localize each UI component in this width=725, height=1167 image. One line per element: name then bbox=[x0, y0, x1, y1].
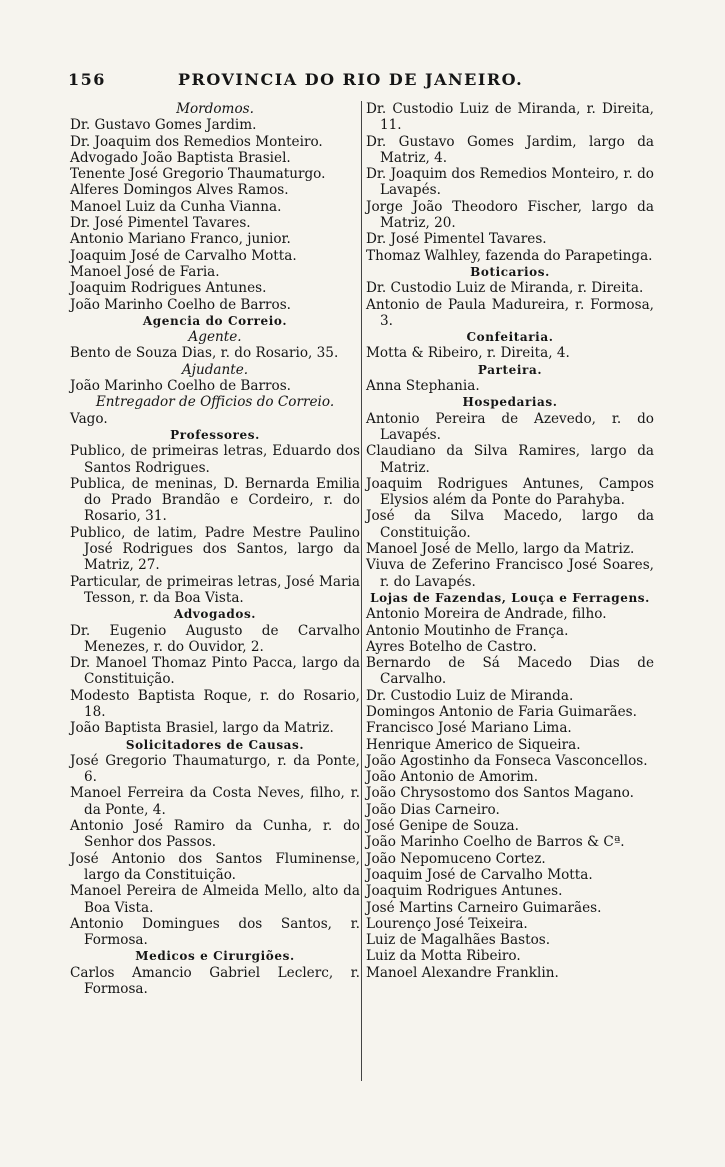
directory-entry: Joaquim Rodrigues Antunes, Campos Elysios além da Ponte do Parahyba. bbox=[366, 475, 654, 509]
directory-entry: Dr. Manoel Thomaz Pinto Pacca, largo da Constituição. bbox=[70, 655, 360, 688]
directory-entry: João Marinho Coelho de Barros. bbox=[70, 378, 292, 395]
directory-entry: Modesto Baptista Roque, r. do Rosario, 18. bbox=[70, 687, 360, 720]
section-heading: Boticarios. bbox=[470, 264, 550, 279]
section-heading: Professores. bbox=[170, 427, 260, 442]
running-title: PROVINCIA DO RIO DE JANEIRO. bbox=[178, 70, 524, 89]
section-subheading: Ajudante. bbox=[181, 361, 249, 378]
directory-entry: José Gregorio Thaumaturgo, r. da Ponte, 6. bbox=[70, 752, 360, 786]
directory-entry: Francisco José Mariano Lima. bbox=[366, 720, 572, 737]
directory-entry: João Baptista Brasiel, largo da Matriz. bbox=[70, 720, 334, 737]
directory-entry: João Agostinho da Fonseca Vasconcellos. bbox=[366, 752, 648, 769]
section-subheading: Mordomos. bbox=[176, 101, 254, 117]
directory-entry: Manoel Luiz da Cunha Vianna. bbox=[70, 198, 282, 215]
directory-entry: José Martins Carneiro Guimarães. bbox=[366, 899, 602, 916]
page-header bbox=[68, 70, 658, 92]
directory-entry: João Dias Carneiro. bbox=[366, 801, 500, 818]
directory-entry: Jorge João Theodoro Fischer, largo da Matriz, 20. bbox=[366, 198, 654, 232]
section-heading: Advogados. bbox=[173, 607, 257, 622]
directory-entry: Manoel Ferreira da Costa Neves, filho, r. da Ponte, 4. bbox=[70, 785, 360, 818]
directory-entry: Publica, de meninas, D. Bernarda Emilia do Prado Brandão e Cordeiro, r. do Rosario, 31. bbox=[70, 475, 360, 525]
directory-entry: Manoel José de Faria. bbox=[70, 263, 220, 280]
directory-entry: Manoel Alexandre Franklin. bbox=[366, 964, 559, 981]
directory-entry: José Genipe de Souza. bbox=[366, 818, 519, 835]
directory-entry: Domingos Antonio de Faria Guimarães. bbox=[366, 703, 637, 720]
page-number: 156 bbox=[68, 70, 106, 89]
directory-entry: Alferes Domingos Alves Ramos. bbox=[70, 182, 289, 199]
directory-entry: Anna Stephania. bbox=[366, 378, 480, 395]
directory-entry: Joaquim Rodrigues Antunes. bbox=[70, 280, 267, 297]
section-heading: Medicos e Cirurgiões. bbox=[135, 949, 295, 964]
directory-entry: Dr. Gustavo Gomes Jardim. bbox=[70, 117, 257, 134]
directory-entry: Motta & Ribeiro, r. Direita, 4. bbox=[366, 345, 570, 362]
directory-entry: Antonio de Paula Madureira, r. Formosa, 3. bbox=[366, 296, 654, 329]
directory-entry: Claudiano da Silva Ramires, largo da Matriz. bbox=[366, 443, 654, 476]
section-subheading: Agente. bbox=[188, 329, 242, 346]
directory-entry: Advogado João Baptista Brasiel. bbox=[70, 149, 291, 166]
directory-entry: Antonio Pereira de Azevedo, r. do Lavapés. bbox=[366, 410, 654, 443]
directory-entry: Henrique Americo de Siqueira. bbox=[366, 736, 581, 753]
directory-entry: Luiz de Magalhães Bastos. bbox=[366, 932, 551, 949]
directory-entry: Antonio Mariano Franco, junior. bbox=[70, 231, 291, 248]
directory-entry: Bernardo de Sá Macedo Dias de Carvalho. bbox=[366, 655, 654, 688]
directory-entry: Tenente José Gregorio Thaumaturgo. bbox=[70, 166, 326, 183]
directory-entry: Dr. Joaquim dos Remedios Monteiro. bbox=[70, 133, 323, 150]
left-column bbox=[70, 101, 360, 997]
directory-entry: Vago. bbox=[70, 410, 108, 427]
directory-entry: Thomaz Walhley, fazenda do Parapetinga. bbox=[366, 247, 653, 264]
directory-entry: João Nepomuceno Cortez. bbox=[366, 850, 546, 867]
directory-entry: Dr. José Pimentel Tavares. bbox=[366, 231, 547, 248]
directory-entry: Viuva de Zeferino Francisco José Soares, r. do Lavapés. bbox=[366, 557, 654, 590]
directory-entry: Luiz da Motta Ribeiro. bbox=[366, 948, 521, 965]
section-subheading: Entregador de Officios do Correio. bbox=[95, 394, 335, 411]
directory-entry: Bento de Souza Dias, r. do Rosario, 35. bbox=[70, 345, 339, 362]
section-heading: Solicitadores de Causas. bbox=[125, 737, 305, 752]
directory-entry: Ayres Botelho de Castro. bbox=[366, 638, 537, 655]
directory-entry: João Marinho Coelho de Barros. bbox=[70, 296, 292, 313]
directory-entry: Carlos Amancio Gabriel Leclerc, r. Formosa. bbox=[70, 964, 360, 998]
directory-entry: Dr. Eugenio Augusto de Carvalho Menezes, r. do Ouvidor, 2. bbox=[70, 622, 360, 655]
directory-entry: Joaquim José de Carvalho Motta. bbox=[366, 866, 593, 883]
directory-entry: Antonio Moutinho de França. bbox=[366, 622, 569, 639]
directory-entry: Joaquim Rodrigues Antunes. bbox=[366, 883, 563, 900]
directory-entry: Antonio Domingues dos Santos, r. Formosa. bbox=[70, 915, 360, 949]
directory-entry: Dr. Gustavo Gomes Jardim, largo da Matriz, 4. bbox=[366, 133, 654, 166]
directory-entry: Particular, de primeiras letras, José Maria Tesson, r. da Boa Vista. bbox=[70, 573, 360, 606]
directory-entry: José Antonio dos Santos Fluminense, largo da Constituição. bbox=[70, 850, 360, 883]
directory-entry: João Antonio de Amorim. bbox=[366, 769, 539, 786]
directory-entry: Dr. Joaquim dos Remedios Monteiro, r. do Lavapés. bbox=[366, 166, 654, 199]
directory-entry: Antonio José Ramiro da Cunha, r. do Senhor dos Passos. bbox=[70, 818, 360, 851]
right-column bbox=[366, 101, 654, 981]
directory-entry: Publico, de primeiras letras, Eduardo dos Santos Rodrigues. bbox=[70, 443, 360, 476]
directory-entry: Antonio Moreira de Andrade, filho. bbox=[366, 606, 607, 623]
directory-entry: Joaquim José de Carvalho Motta. bbox=[70, 247, 297, 264]
directory-entry: Publico, de latim, Padre Mestre Paulino José Rodrigues dos Santos, largo da Matriz, 27. bbox=[70, 524, 360, 574]
section-heading: Hospedarias. bbox=[462, 395, 558, 410]
directory-entry: João Chrysostomo dos Santos Magano. bbox=[366, 785, 634, 802]
directory-entry: José da Silva Macedo, largo da Constituição. bbox=[366, 508, 654, 541]
directory-entry: Manoel José de Mello, largo da Matriz. bbox=[366, 541, 635, 558]
section-heading: Parteira. bbox=[477, 362, 543, 377]
directory-entry: Dr. Custodio Luiz de Miranda. bbox=[366, 687, 574, 704]
directory-entry: Lourenço José Teixeira. bbox=[366, 915, 528, 932]
directory-entry: Manoel Pereira de Almeida Mello, alto da Boa Vista. bbox=[70, 883, 360, 916]
directory-entry: Dr. Custodio Luiz de Miranda, r. Direita, 11. bbox=[366, 101, 654, 134]
directory-entry: Dr. José Pimentel Tavares. bbox=[70, 215, 251, 232]
section-heading: Agencia do Correio. bbox=[142, 313, 288, 328]
section-heading: Confeitaria. bbox=[466, 330, 554, 345]
directory-entry: Dr. Custodio Luiz de Miranda, r. Direita. bbox=[366, 280, 644, 297]
column-divider bbox=[361, 101, 362, 1081]
directory-entry: João Marinho Coelho de Barros & Cª. bbox=[366, 834, 625, 851]
section-heading: Lojas de Fazendas, Louça e Ferragens. bbox=[370, 590, 650, 605]
